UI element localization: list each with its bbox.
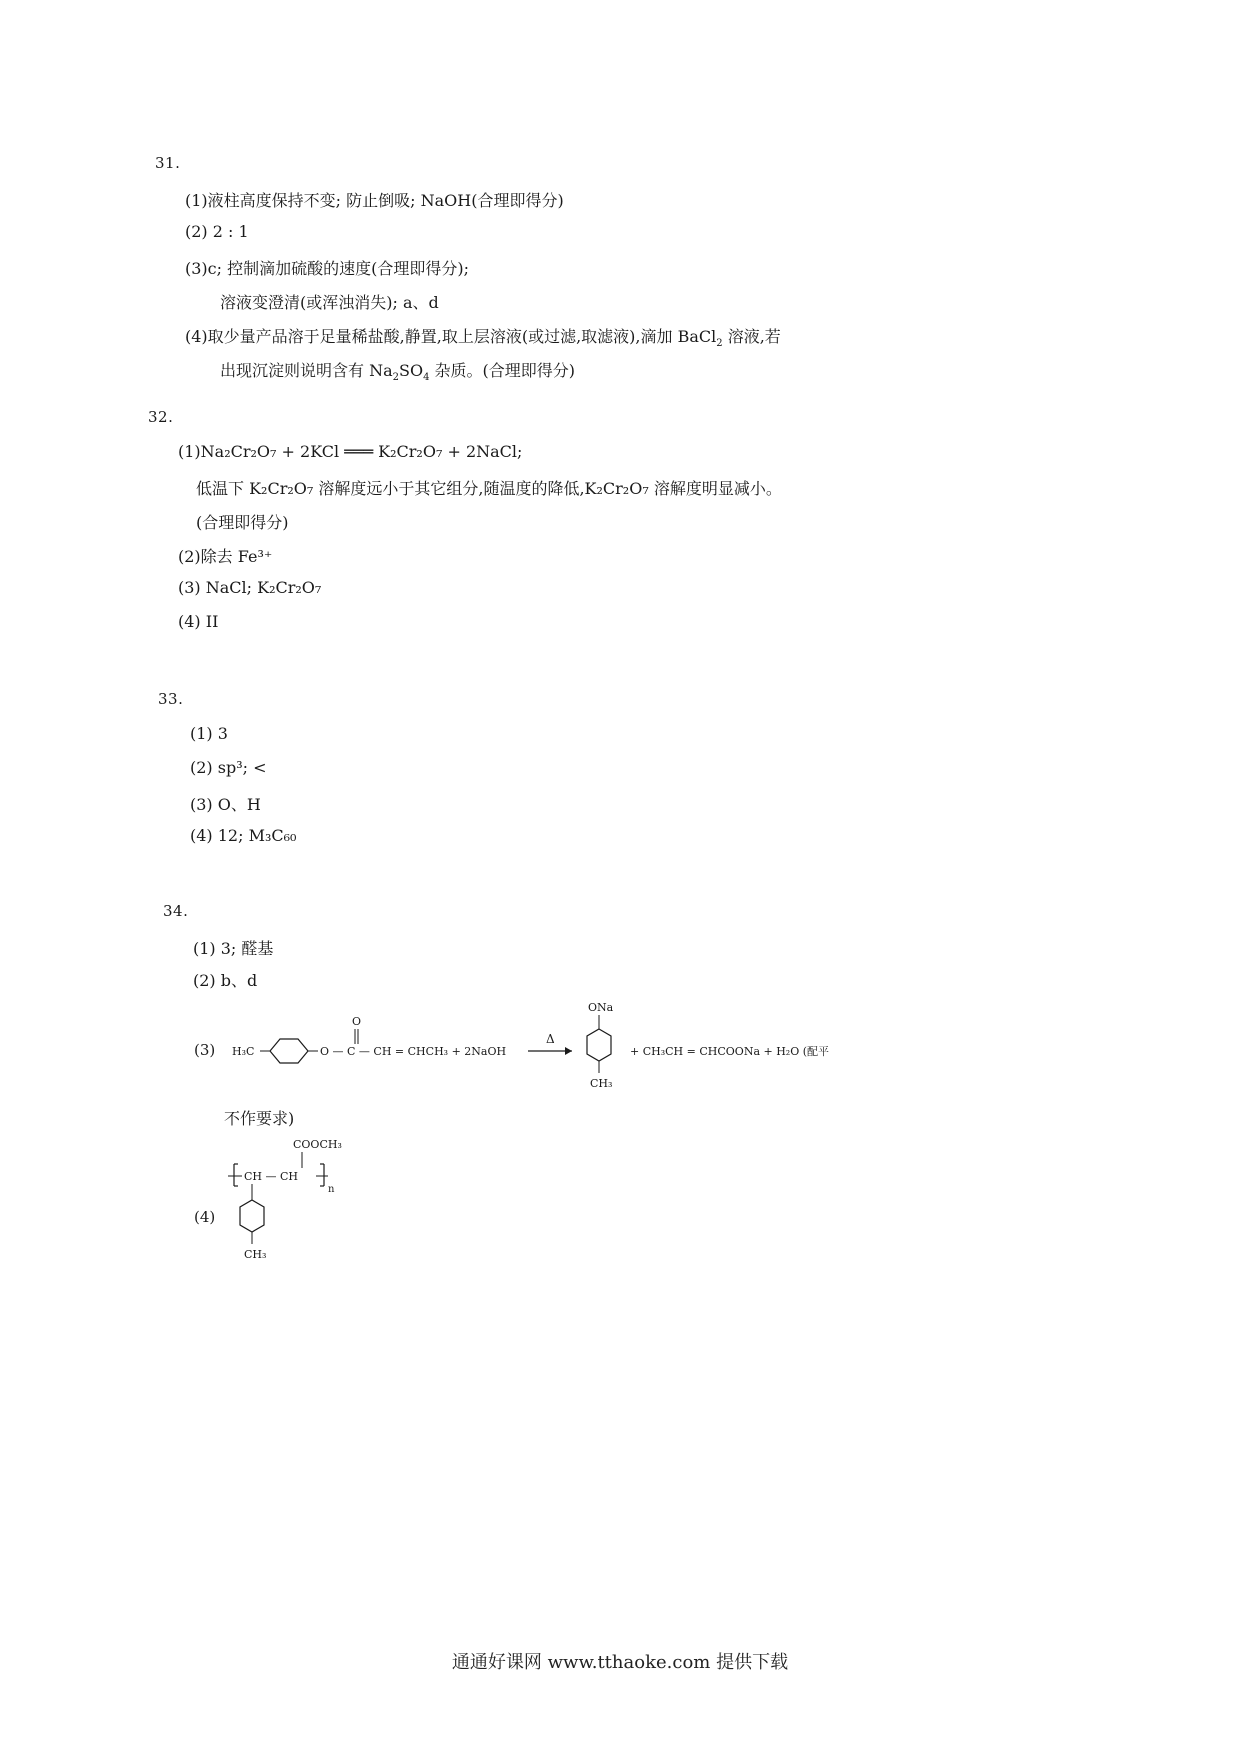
product-benzene-ring [587,1029,611,1061]
footer-download-credit: 通通好课网 www.tthaoke.com 提供下载 [451,1652,789,1673]
q32-part2: (2)除去 Fe³⁺ [178,547,273,566]
reaction-structure-diagram [190,995,890,1095]
heat-symbol: Δ [546,1032,555,1046]
carbonyl-oxygen: O [352,1015,362,1028]
polymer-structure-diagram [190,1130,390,1280]
q32-part3: (3) NaCl; K₂Cr₂O₇ [178,578,322,597]
polymer-subscript-n: n [328,1184,335,1195]
q33-part2: (2) sp³; < [190,758,267,777]
product-ona-label: ONa [588,1001,614,1014]
q34-part3-label: (3) [194,1041,216,1059]
polymer-main-chain: CH — CH [244,1170,299,1183]
q32-part1c: (合理即得分) [196,513,289,532]
product-methyl-label: CH₃ [590,1077,613,1090]
question-31-number: 31. [155,154,181,172]
q33-part1: (1) 3 [190,724,228,743]
q34-reaction-equation [190,995,890,1099]
reactant-ester-chain: O — C — CH = CHCH₃ + 2NaOH [320,1045,507,1058]
q31-part3b: 溶液变澄清(或浑浊消失); a、d [220,293,439,312]
q31-part4a: (4)取少量产品溶于足量稀盐酸,静置,取上层溶液(或过滤,取滤液),滴加 BaCl$_2$ 溶液,若 [185,327,781,350]
question-32-number: 32. [148,408,174,426]
reaction-products-rest: + CH₃CH = CHCOONa + H₂O (配平 [630,1045,830,1058]
q34-part4-label: (4) [194,1208,216,1226]
q34-part1: (1) 3; 醛基 [193,939,274,958]
q31-part4b: 出现沉淀则说明含有 $Na_2SO_4$ 杂质。(合理即得分) [220,361,576,384]
q34-part2: (2) b、d [193,971,258,990]
q31-part4b-pre: 出现沉淀则说明含有 Na [220,361,393,380]
polymer-methyl-label: CH₃ [244,1248,267,1261]
q33-part3: (3) O、H [190,795,261,814]
q34-polymer-structure [190,1130,390,1284]
q31-part4b-post: 杂质。(合理即得分) [429,361,576,380]
q31-part1: (1)液柱高度保持不变; 防止倒吸; NaOH(合理即得分) [185,191,564,210]
q34-part3-note: 不作要求) [224,1109,295,1128]
q31-part3a: (3)c; 控制滴加硫酸的速度(合理即得分); [185,259,469,278]
q32-part1b: 低温下 K₂Cr₂O₇ 溶解度远小于其它组分,随温度的降低,K₂Cr₂O₇ 溶解度明显减小。 [196,479,782,498]
q31-part4a-post: 溶液,若 [722,327,781,346]
q32-part4: (4) II [178,612,219,631]
polymer-ester-group: COOCH₃ [293,1138,342,1151]
q31-part4a-pre: (4)取少量产品溶于足量稀盐酸,静置,取上层溶液(或过滤,取滤液),滴加 BaCl [185,327,717,346]
q33-part4: (4) 12; M₃C₆₀ [190,826,297,845]
question-34-number: 34. [163,902,189,920]
reactant-benzene-ring [270,1039,308,1063]
reactant-methyl-label: H₃C [232,1045,255,1058]
question-33-number: 33. [158,690,184,708]
q31-part2: (2) 2 : 1 [185,222,249,241]
q32-part1: (1)Na₂Cr₂O₇ + 2KCl ═══ K₂Cr₂O₇ + 2NaCl; [178,442,523,461]
polymer-benzene-ring [240,1200,264,1232]
